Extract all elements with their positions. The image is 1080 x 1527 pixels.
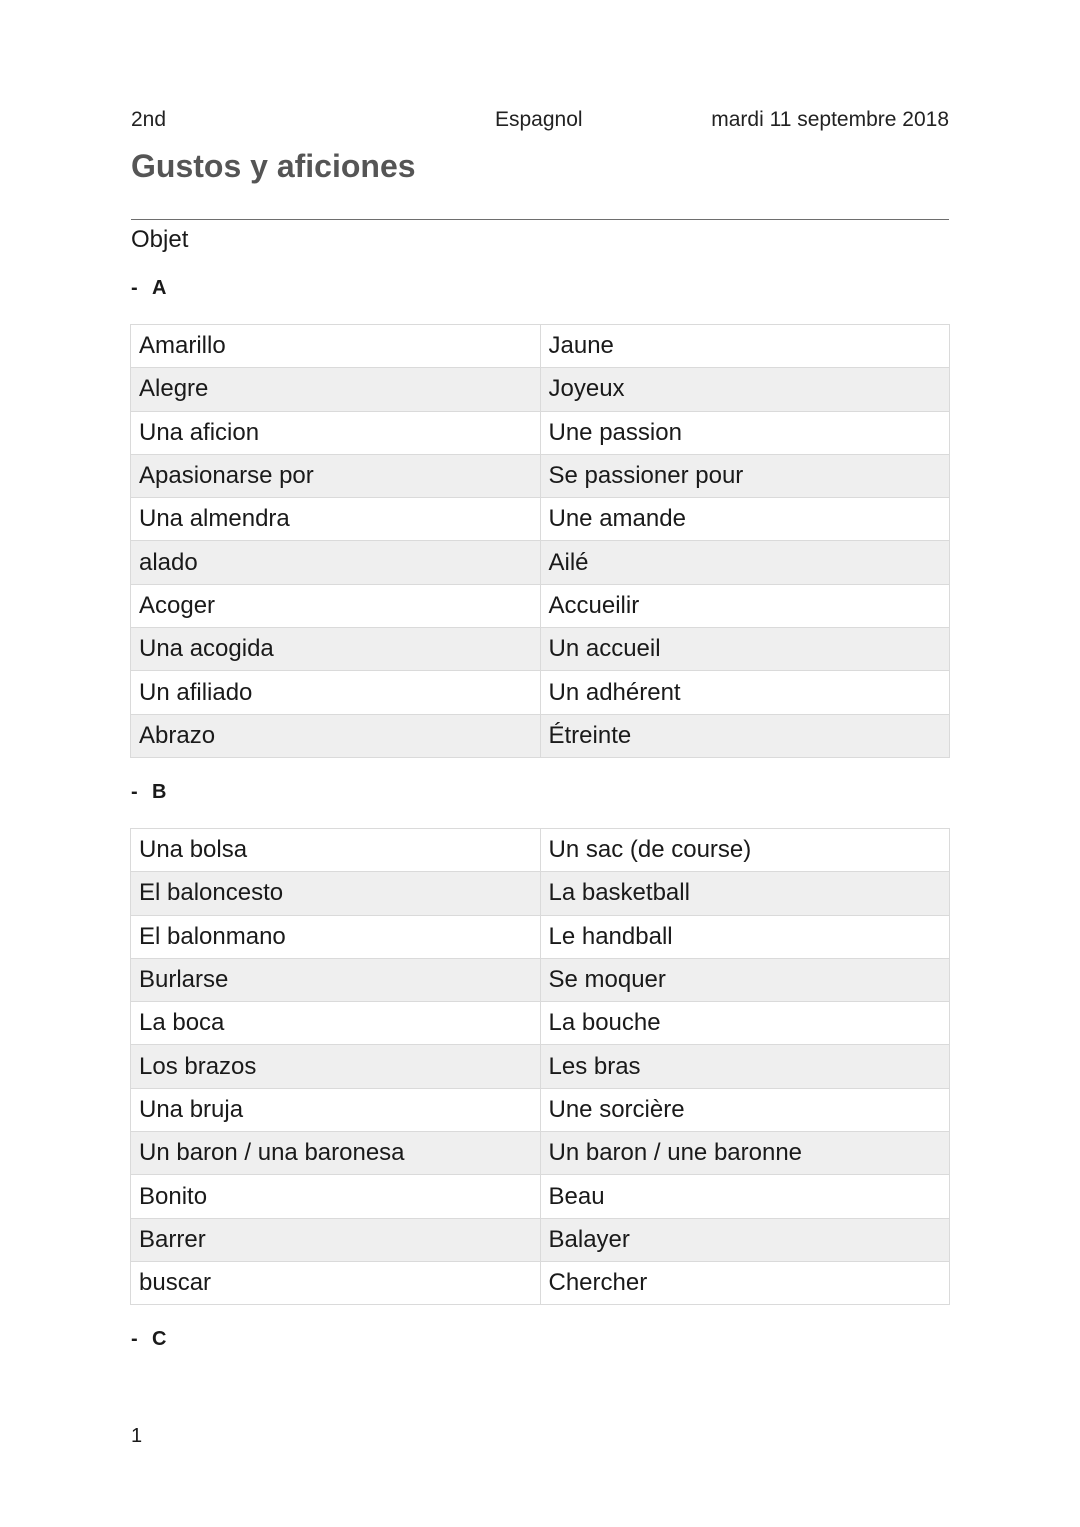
- spanish-term: El baloncesto: [131, 872, 541, 915]
- table-row: [131, 498, 950, 541]
- table-row: [131, 1002, 950, 1045]
- spanish-term: Una almendra: [131, 498, 541, 541]
- table-row: [131, 368, 950, 411]
- french-translation: Joyeux: [540, 368, 950, 411]
- section-letter: A: [152, 277, 167, 299]
- spanish-term: Una bolsa: [131, 829, 541, 872]
- table-row: [131, 628, 950, 671]
- table-row: [131, 1088, 950, 1131]
- spanish-term: Bonito: [131, 1175, 541, 1218]
- french-translation: La bouche: [540, 1002, 950, 1045]
- french-translation: Accueilir: [540, 584, 950, 627]
- header-date: mardi 11 septembre 2018: [711, 108, 949, 131]
- section-letter: C: [152, 1328, 167, 1350]
- french-translation: Un sac (de course): [540, 829, 950, 872]
- french-translation: Une passion: [540, 411, 950, 454]
- page-title: Gustos y aficiones: [131, 148, 416, 184]
- section-heading-c: [131, 1328, 166, 1351]
- french-translation: Chercher: [540, 1261, 950, 1304]
- spanish-term: Alegre: [131, 368, 541, 411]
- table-row: [131, 671, 950, 714]
- spanish-term: Abrazo: [131, 714, 541, 757]
- spanish-term: El balonmano: [131, 915, 541, 958]
- spanish-term: Amarillo: [131, 325, 541, 368]
- header-subject: Espagnol: [495, 108, 583, 131]
- spanish-term: Burlarse: [131, 958, 541, 1001]
- spanish-term: Apasionarse por: [131, 454, 541, 497]
- table-row: [131, 541, 950, 584]
- vocab-table-a: [130, 324, 950, 758]
- section-letter: B: [152, 781, 167, 803]
- french-translation: Un baron / une baronne: [540, 1132, 950, 1175]
- header-level: 2nd: [131, 108, 167, 131]
- section-heading-b: [131, 781, 166, 804]
- table-row: [131, 1132, 950, 1175]
- table-row: [131, 829, 950, 872]
- spanish-term: Una bruja: [131, 1088, 541, 1131]
- table-row: [131, 454, 950, 497]
- french-translation: Ailé: [540, 541, 950, 584]
- subject-label: Objet: [131, 226, 189, 253]
- spanish-term: Una aficion: [131, 411, 541, 454]
- french-translation: La basketball: [540, 872, 950, 915]
- french-translation: Un adhérent: [540, 671, 950, 714]
- spanish-term: La boca: [131, 1002, 541, 1045]
- french-translation: Beau: [540, 1175, 950, 1218]
- spanish-term: Acoger: [131, 584, 541, 627]
- table-row: [131, 915, 950, 958]
- french-translation: Balayer: [540, 1218, 950, 1261]
- table-row: [131, 958, 950, 1001]
- page-number: 1: [131, 1425, 143, 1447]
- spanish-term: Barrer: [131, 1218, 541, 1261]
- french-translation: Les bras: [540, 1045, 950, 1088]
- french-translation: Une amande: [540, 498, 950, 541]
- table-row: [131, 714, 950, 757]
- table-row: [131, 872, 950, 915]
- spanish-term: Los brazos: [131, 1045, 541, 1088]
- table-row: [131, 584, 950, 627]
- section-dash: -: [131, 781, 138, 803]
- french-translation: Étreinte: [540, 714, 950, 757]
- french-translation: Se moquer: [540, 958, 950, 1001]
- spanish-term: Un afiliado: [131, 671, 541, 714]
- vocab-table-b: [130, 828, 950, 1305]
- section-heading-a: [131, 277, 166, 300]
- table-row: [131, 1218, 950, 1261]
- table-row: [131, 1045, 950, 1088]
- section-dash: -: [131, 1328, 138, 1350]
- table-row: [131, 1175, 950, 1218]
- french-translation: Le handball: [540, 915, 950, 958]
- section-dash: -: [131, 277, 138, 299]
- spanish-term: Un baron / una baronesa: [131, 1132, 541, 1175]
- table-row: [131, 325, 950, 368]
- french-translation: Un accueil: [540, 628, 950, 671]
- spanish-term: alado: [131, 541, 541, 584]
- spanish-term: Una acogida: [131, 628, 541, 671]
- table-row: [131, 1261, 950, 1304]
- french-translation: Jaune: [540, 325, 950, 368]
- french-translation: Se passioner pour: [540, 454, 950, 497]
- spanish-term: buscar: [131, 1261, 541, 1304]
- table-row: [131, 411, 950, 454]
- title-divider: [131, 219, 949, 220]
- french-translation: Une sorcière: [540, 1088, 950, 1131]
